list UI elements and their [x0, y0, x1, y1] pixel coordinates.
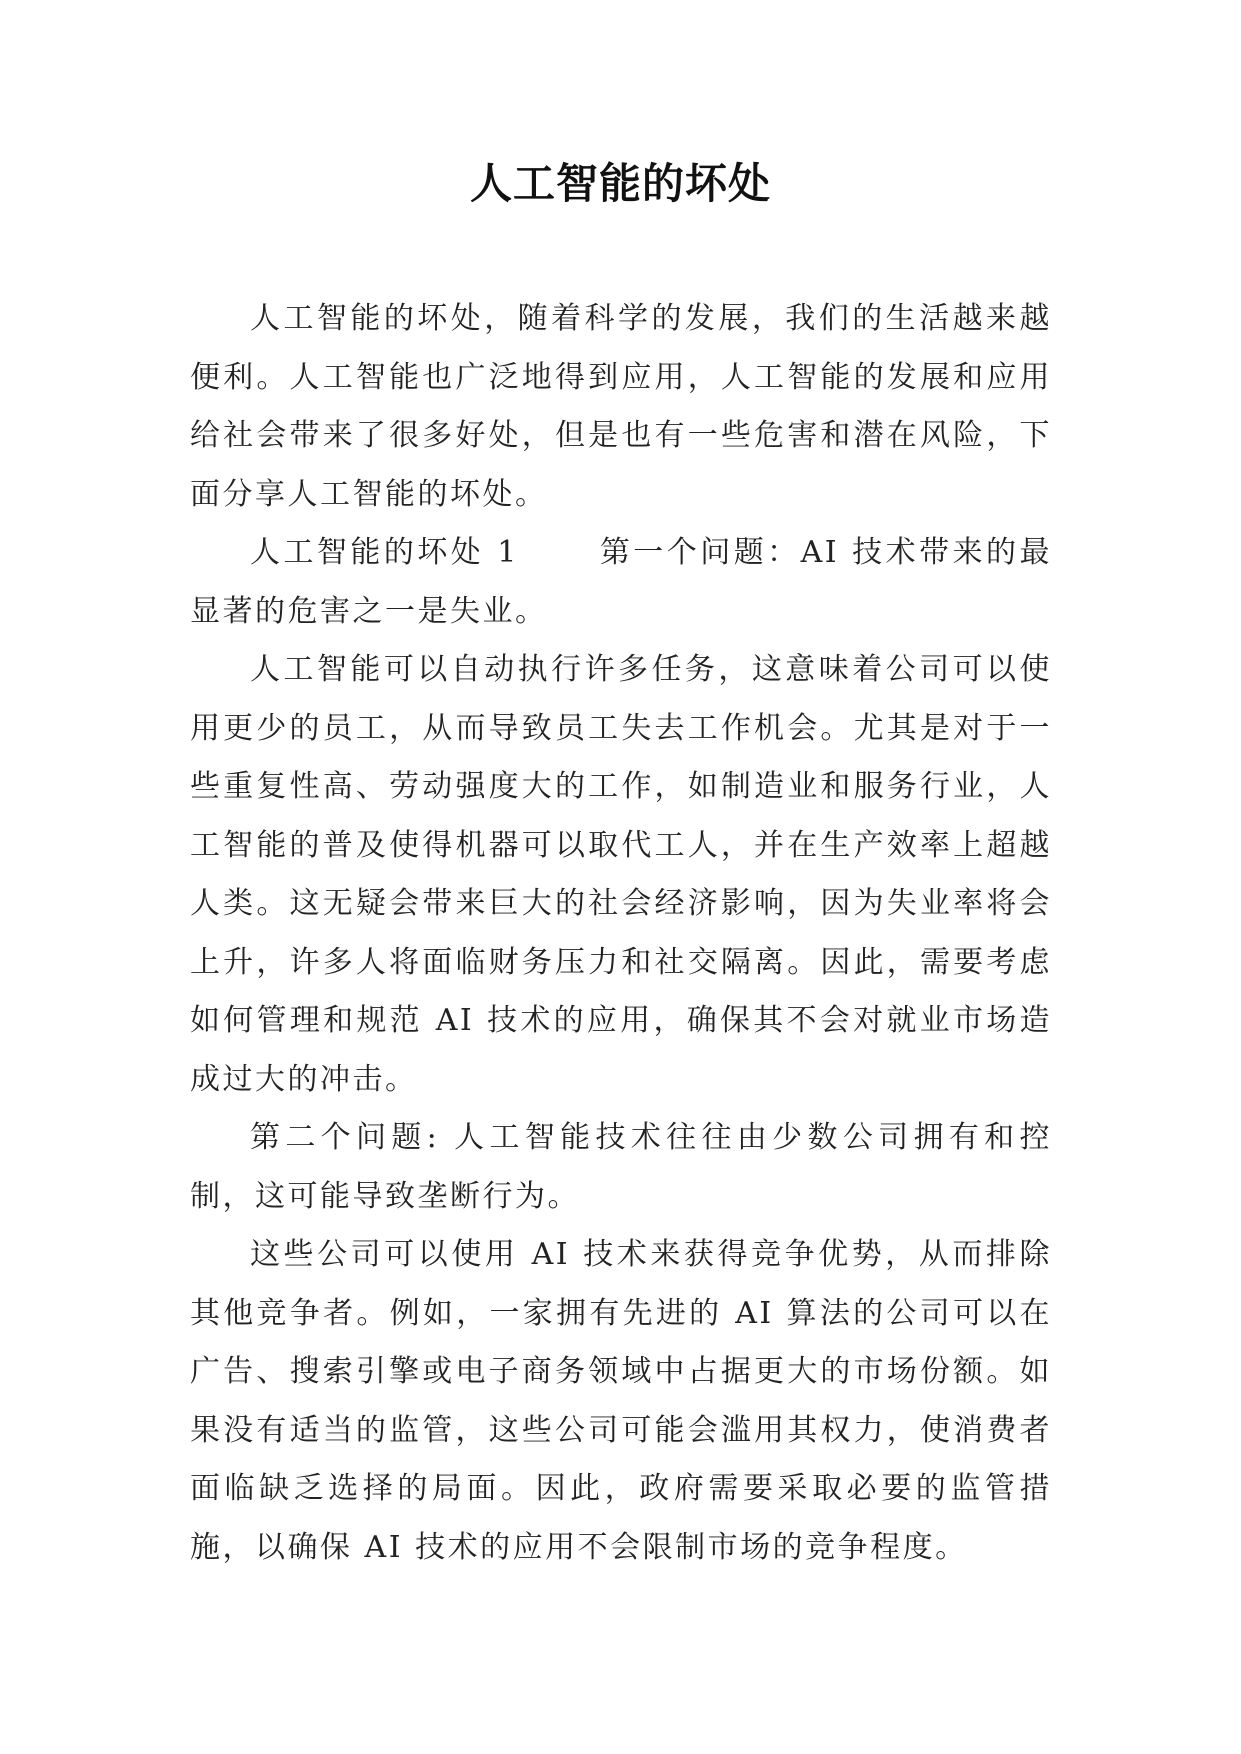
document-body [190, 290, 1052, 1577]
paragraph-intro-text: 人工智能的坏处，随着科学的发展，我们的生活越来越便利。人工智能也广泛地得到应用，人工智能的发展和应用给社会带来了很多好处，但是也有一些危害和潜在风险，下面分享人工智能的坏处。 [190, 301, 1052, 512]
paragraph-problem-2 [190, 1109, 1052, 1226]
document-title: 人工智能的坏处 [469, 159, 771, 208]
paragraph-intro [190, 290, 1052, 524]
paragraph-monopoly-text: 这些公司可以使用 AI 技术来获得竞争优势，从而排除其他竞争者。例如，一家拥有先进的 AI 算法的公司可以在广告、搜索引擎或电子商务领域中占据更大的市场份额。如果没有适当的监管，这些公司可能会滥用其权力，使消费者面临缺乏选择的局面。因此，政府需要采取必要的监管措施，以确保 AI 技术的应用不会限制市场的竞争程度。 [190, 1237, 1052, 1565]
paragraph-section-1-text: 第一个问题：AI 技术带来的最显著的危害之一是失业。 [190, 535, 1053, 629]
paragraph-monopoly [190, 1226, 1052, 1577]
paragraph-unemployment [190, 641, 1052, 1109]
paragraph-problem-2-text: 第二个问题: 人工智能技术往往由少数公司拥有和控制，这可能导致垄断行为。 [190, 1120, 1052, 1214]
paragraph-unemployment-text: 人工智能可以自动执行许多任务，这意味着公司可以使用更少的员工，从而导致员工失去工作机会。尤其是对于一些重复性高、劳动强度大的工作，如制造业和服务行业，人工智能的普及使得机器可以取代工人，并在生产效率上超越人类。这无疑会带来巨大的社会经济影响，因为失业率将会上升，许多人将面临财务压力和社交隔离。因此，需要考虑如何管理和规范 AI 技术的应用，确保其不会对就业市场造成过大的冲击。 [190, 652, 1052, 1097]
section-heading: 人工智能的坏处 1 [250, 535, 519, 570]
paragraph-section-1 [190, 524, 1052, 641]
